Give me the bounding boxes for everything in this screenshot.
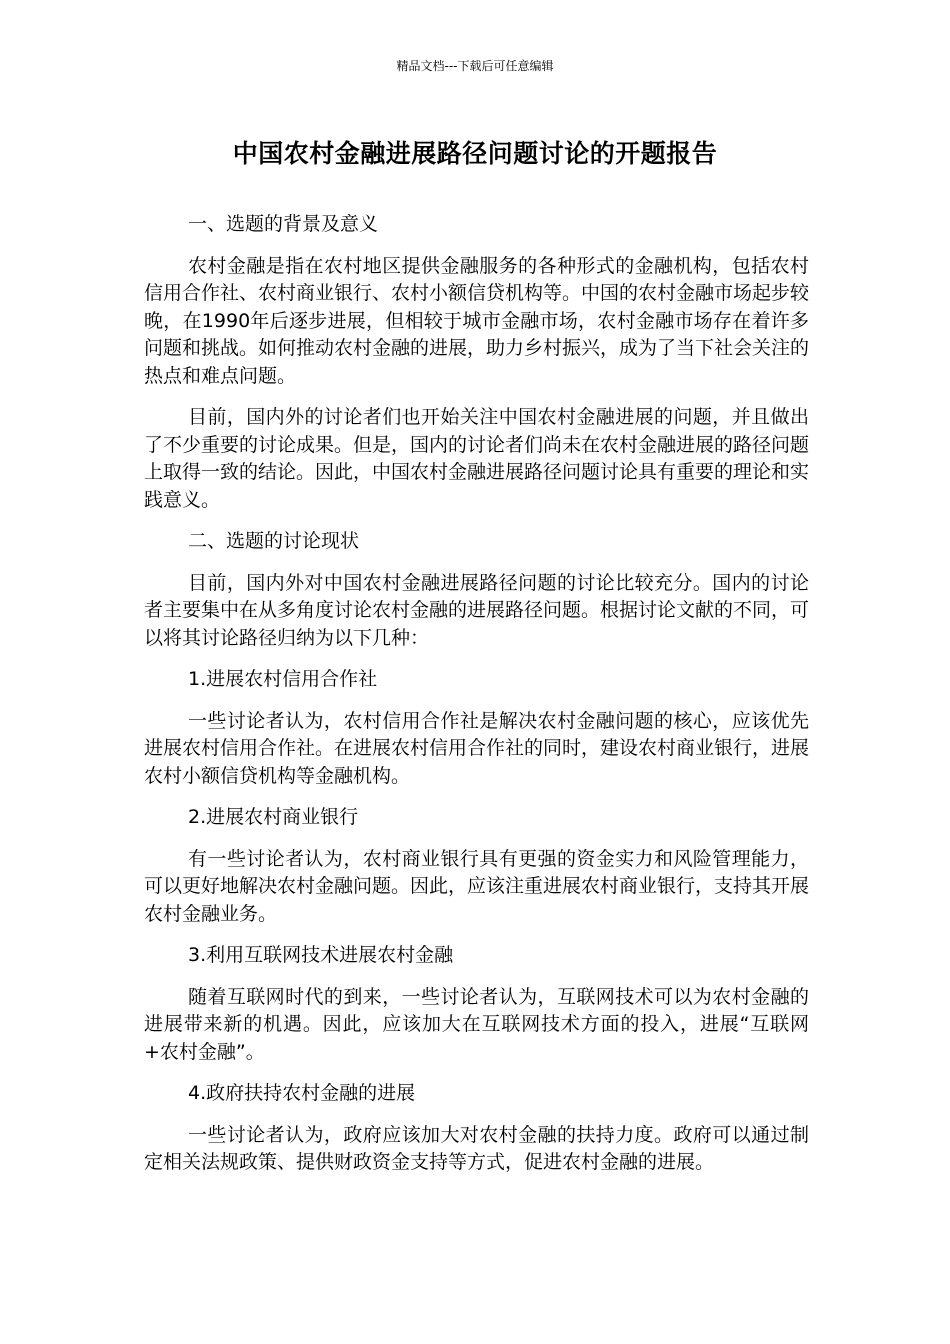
document-title: 中国农村金融进展路径问题讨论的开题报告 [232, 139, 718, 168]
subheading: 2.进展农村商业银行 [188, 806, 359, 828]
paragraph: 目前，国内外对中国农村金融进展路径问题的讨论比较充分。国内的讨论者主要集中在从多角度讨论农村金融的进展路径问题。根据讨论文献的不同，可以将其讨论路径归纳为以下几种： [144, 571, 810, 649]
paragraph: 随着互联网时代的到来，一些讨论者认为，互联网技术可以为农村金融的进展带来新的机遇。因此，应该加大在互联网技术方面的投入，进展“互联网+农村金融”。 [144, 985, 809, 1063]
subheading: 1.进展农村信用合作社 [188, 668, 378, 690]
paragraph: 一些讨论者认为，农村信用合作社是解决农村金融问题的核心，应该优先进展农村信用合作社。在进展农村信用合作社的同时，建设农村商业银行，进展农村小额信贷机构等金融机构。 [144, 709, 810, 787]
paragraph: 农村金融是指在农村地区提供金融服务的各种形式的金融机构，包括农村信用合作社、农村商业银行、农村小额信贷机构等。中国的农村金融市场起步较晚，在1990年后逐步进展，但相较于城市金融市场，农村金融市场存在着许多问题和挑战。如何推动农村金融的进展，助力乡村振兴，成为了当下社会关注的热点和难点问题。 [144, 254, 810, 387]
subheading: 3.利用互联网技术进展农村金融 [188, 944, 454, 966]
paragraph: 有一些讨论者认为，农村商业银行具有更强的资金实力和风险管理能力，可以更好地解决农村金融问题。因此，应该注重进展农村商业银行，支持其开展农村金融业务。 [144, 847, 810, 925]
section-heading-status: 二、选题的讨论现状 [188, 530, 360, 552]
subheading: 4.政府扶持农村金融的进展 [188, 1082, 416, 1104]
header-note: 精品文档---下载后可任意编辑 [396, 59, 554, 73]
document-body [144, 211, 809, 1191]
paragraph: 目前，国内外的讨论者们也开始关注中国农村金融进展的问题，并且做出了不少重要的讨论成果。但是，国内的讨论者们尚未在农村金融进展的路径问题上取得一致的结论。因此，中国农村金融进展路径问题讨论具有重要的理论和实践意义。 [144, 406, 810, 511]
paragraph: 一些讨论者认为，政府应该加大对农村金融的扶持力度。政府可以通过制定相关法规政策、提供财政资金支持等方式，促进农村金融的进展。 [144, 1123, 809, 1173]
section-heading-background: 一、选题的背景及意义 [188, 213, 379, 235]
